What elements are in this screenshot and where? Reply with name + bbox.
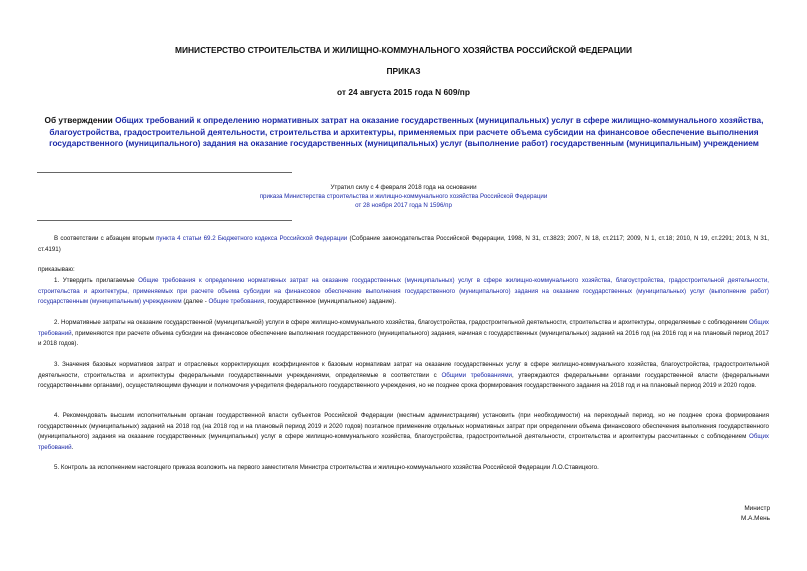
signature-name: М.А.Мень <box>741 515 770 522</box>
preamble-paragraph <box>38 234 769 255</box>
p2-text-a: 2. Нормативные затраты на оказание государственной (муниципальной) услуги в сфере жилищно-коммунального хозяйства, благоустройства, градостроительной деятельности, строительства и архитектуры, определяемые с соблюдением <box>54 319 749 326</box>
p2-text-b: , применяются при расчете объема субсидии на финансовое обеспечение выполнения государственного (муниципального) задания, начиная с государственных (муниципальных) заданий на 2016 год (на 2016 год и на плановый период 2017 и 2018 годов). <box>38 329 769 348</box>
paragraph-2 <box>38 318 769 350</box>
doc-type-heading: ПРИКАЗ <box>386 66 421 76</box>
title-prefix: Об утверждении <box>44 115 116 125</box>
p4-text-a: 4. Рекомендовать высшим исполнительным органам государственной власти субъектов Российской Федерации (местным администрациям) установить (при необходимости) на переходный период, но не позднее срока формирования государственных (муниципальных) заданий на 2018 год (на 2018 год и на плановый период 2019 и 2020 годов) поэтапное применение отдельных нормативных затрат при определении объема финансового обеспечения выполнения государственного (муниципального) задания на оказание государственных (муниципальных) услуг в сфере жилищно-коммунального хозяйства, благоустройства, градостроительной деятельности, строительства и архитектуры рассчитанных с соблюдением <box>38 412 769 441</box>
p3-text-a: 3. Значения базовых нормативов затрат и отраслевых корректирующих коэффициентов к базовым нормативам затрат на оказание государственных услуг в сфере жилищно-коммунального хозяйства, благоустройства, градостроительной деятельности, строительства и архитектуры федеральными государственными учреждениями, определяемые в соответствии с <box>38 361 769 379</box>
p1-requirements-link[interactable]: Общие требования к определению нормативных затрат на оказание государственных (муниципальных) услуг в сфере жилищно-коммунального хозяйства, благоустройства, градостроительной деятельности, строительства и архитектуры, применяемых при расчете объема субсидии на финансовое обеспечение выполнения государственного (муниципального) задания на оказание государственных (муниципальных) услуг (выполнение работ) государственным (муниципальным) учреждением <box>38 277 770 306</box>
p1-text-b: (далее - <box>181 298 209 306</box>
divider-bottom <box>37 220 292 221</box>
order-word: приказываю: <box>38 266 75 273</box>
signature-block <box>700 504 770 524</box>
note-line1: Утратил силу с 4 февраля 2018 года на основании <box>330 184 477 191</box>
p4-link[interactable]: Общих требований <box>38 433 769 451</box>
p1-text-a: 1. Утвердить прилагаемые <box>54 277 139 284</box>
budget-code-link[interactable]: пункта 4 статьи 69.2 Бюджетного кодекса Российской Федерации <box>156 235 348 242</box>
paragraph-4 <box>38 411 769 453</box>
preamble-text-a: В соответствии с абзацем вторым <box>54 235 157 242</box>
p5-text: 5. Контроль за исполнением настоящего приказа возложить на первого заместителя Министра строительства и жилищно-коммунального хозяйства Российской Федерации Л.О.Ставицкого. <box>54 464 599 471</box>
signature-position: Министр <box>744 505 770 512</box>
p2-link[interactable]: Общих требований <box>38 319 769 337</box>
note-link-date[interactable]: от 28 ноября 2017 года N 1596/пр <box>355 202 452 210</box>
paragraph-5 <box>38 463 769 474</box>
note-link-order[interactable]: приказа Министерства строительства и жилищно-коммунального хозяйства Российской Федерации <box>259 193 548 201</box>
p3-text-b: , утверждаются федеральными органами государственной власти (федеральными государственными органами), осуществляющими функции и полномочия учредителя федерального государственного учреждения, но не позднее срока формирования государственного задания на 2018 год и на плановый период 2019 и 2020 годов. <box>38 371 770 390</box>
validity-note <box>230 183 577 211</box>
paragraph-3 <box>38 360 769 392</box>
title-link[interactable]: Общих требований к определению нормативных затрат на оказание государственных (муниципальных) услуг в сфере жилищно-коммунального хозяйства, благоустройства, градостроительной деятельности, строительства и архитектуры, применяемых при расчете объема субсидии на финансовое обеспечение выполнения государственного (муниципального) задания на оказание государственных (муниципальных) услуг (выполнение работ) государственным (муниципальным) учреждением <box>49 115 764 148</box>
paragraph-1 <box>38 276 769 308</box>
ministry-heading: МИНИСТЕРСТВО СТРОИТЕЛЬСТВА И ЖИЛИЩНО-КОММУНАЛЬНОГО ХОЗЯЙСТВА РОССИЙСКОЙ ФЕДЕРАЦИИ <box>175 45 632 55</box>
p1-text-c: , государственное (муниципальное) задание). <box>264 298 397 306</box>
divider-top <box>37 172 292 173</box>
date-number-heading: от 24 августа 2015 года N 609/пр <box>337 87 470 97</box>
p3-link[interactable]: Общими требованиями <box>441 371 512 379</box>
p1-short-link[interactable]: Общие требования <box>208 298 265 306</box>
p4-text-b: . <box>71 443 74 451</box>
preamble-text-b: (Собрание законодательства Российской Федерации, 1998, N 31, ст.3823; 2007, N 18, ст.2117; 2009, N 1, ст.18; 2010, N 19, ст.2291; 2013, N 31, ст.4191) <box>38 235 769 253</box>
document-title <box>30 115 778 150</box>
